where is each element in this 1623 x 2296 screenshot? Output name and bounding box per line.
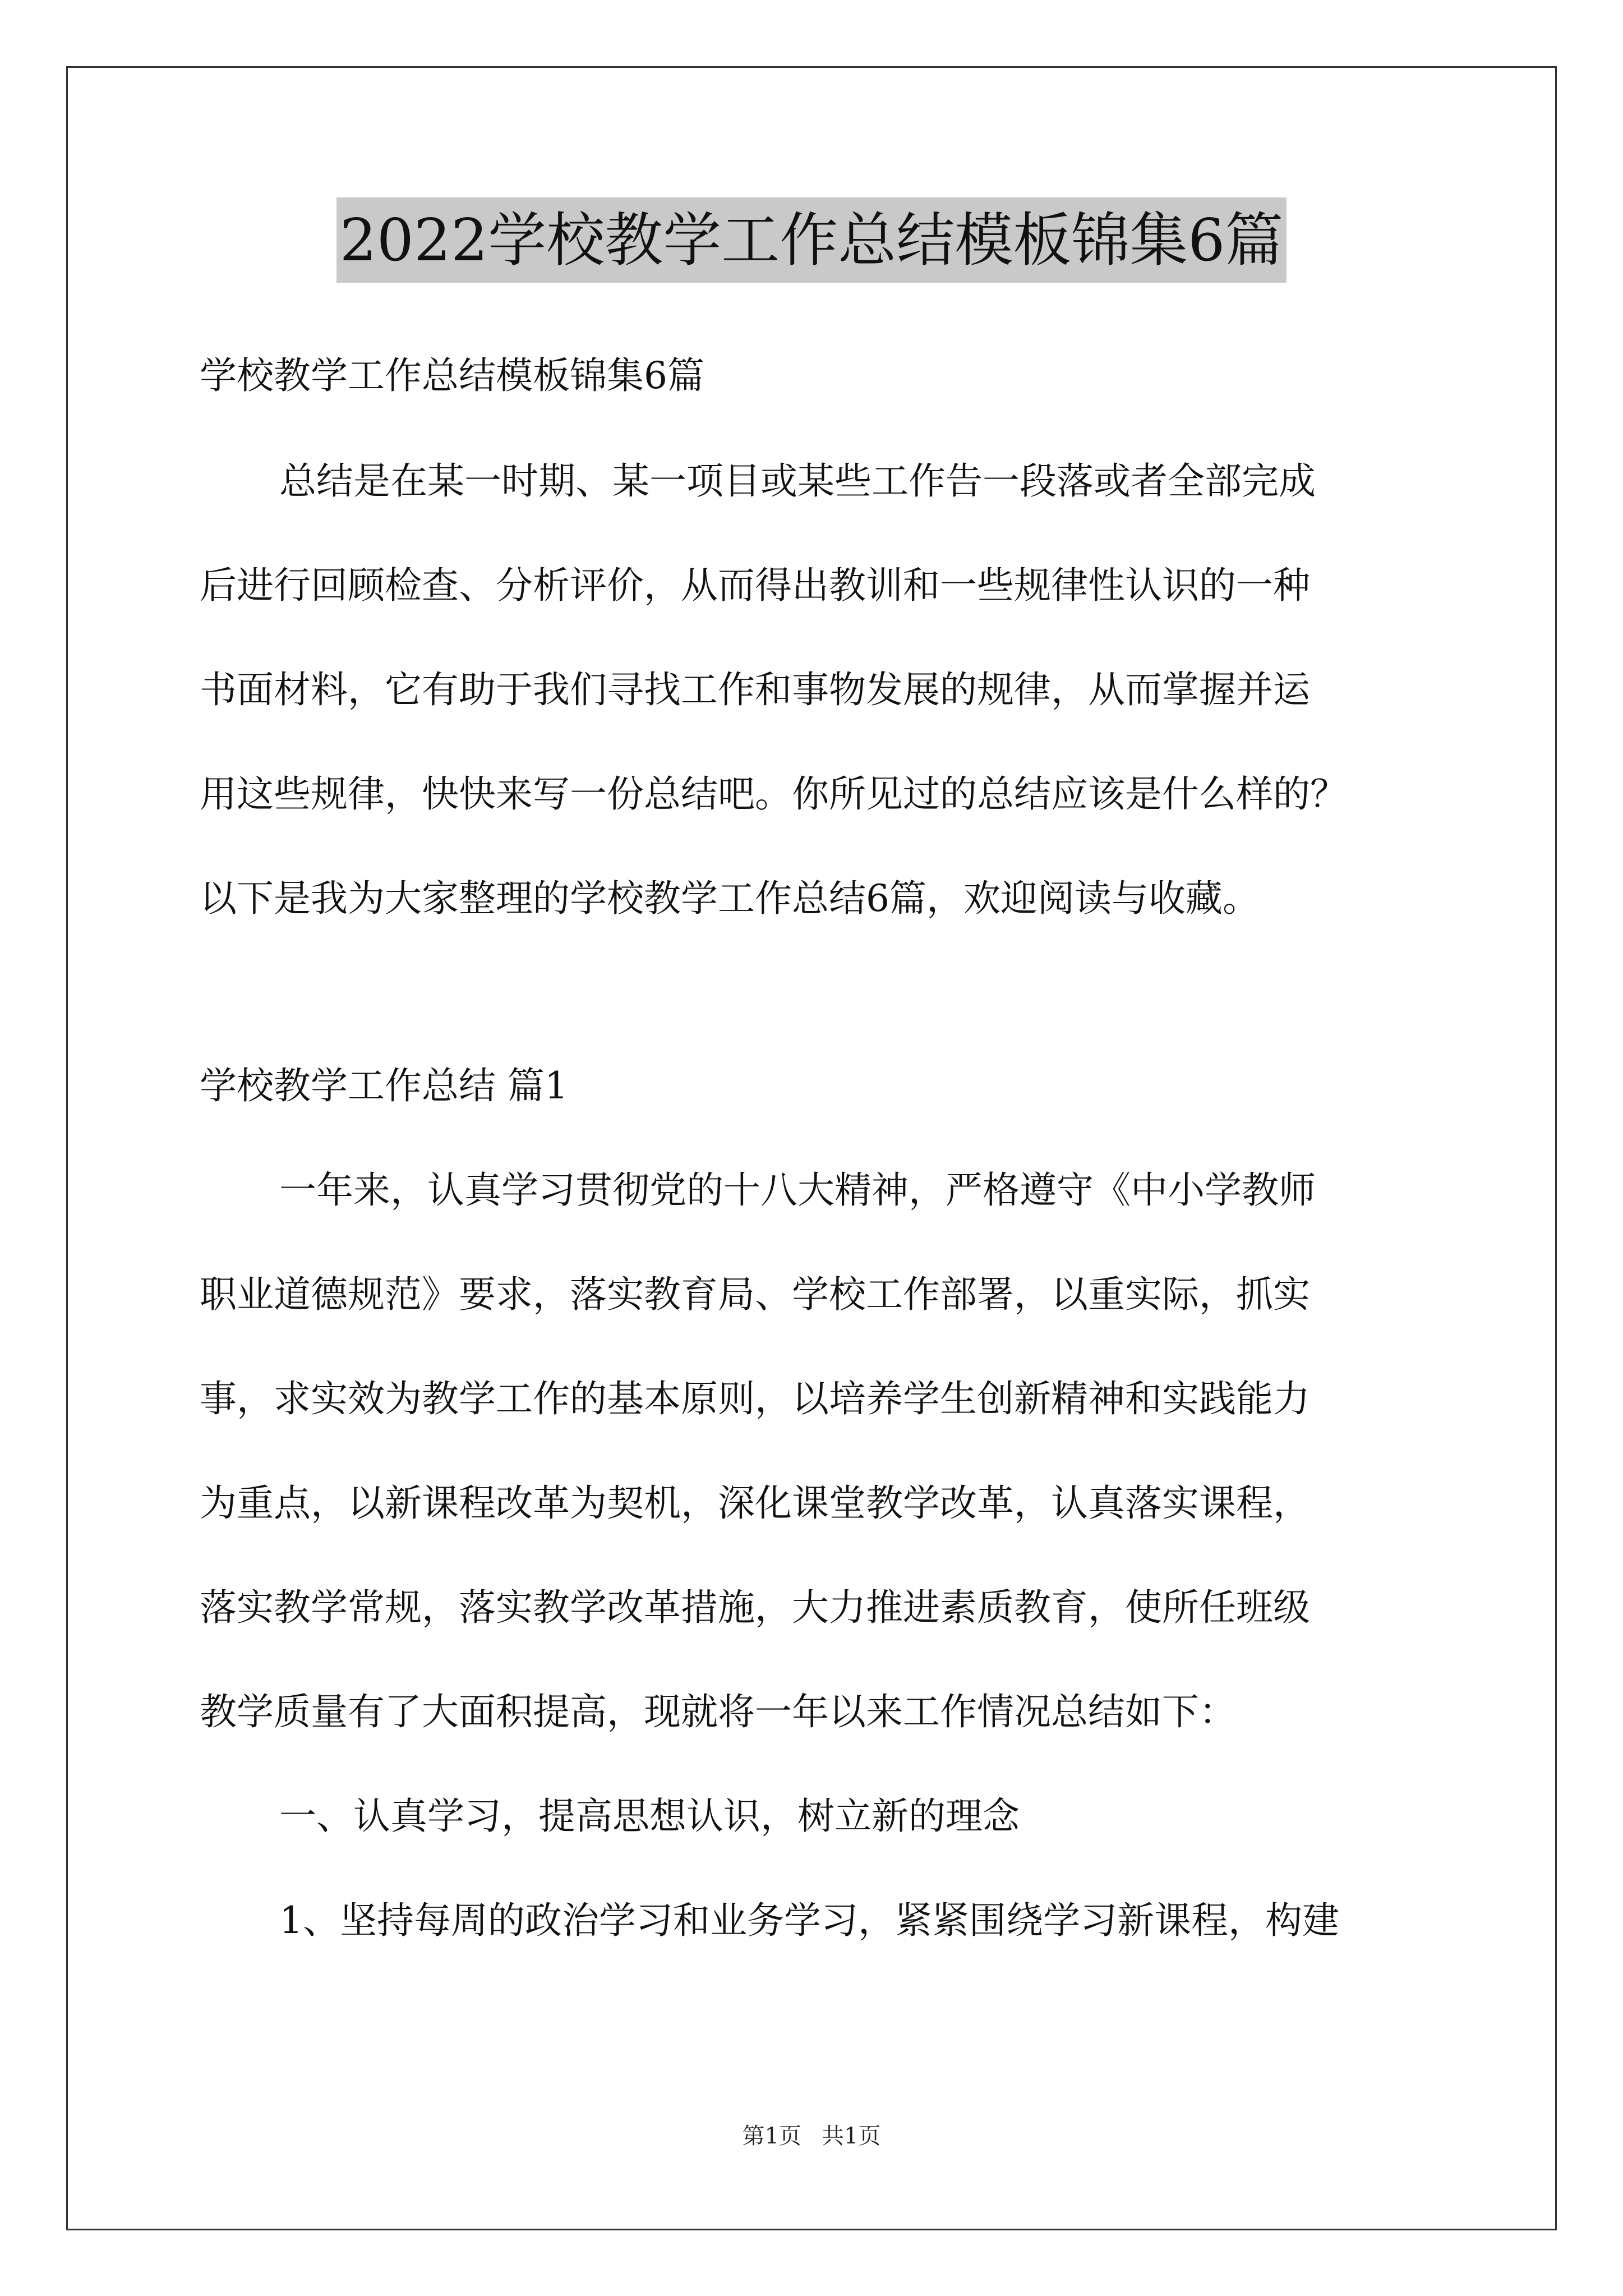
paragraph-line: 总结是在某一时期、某一项目或某些工作告一段落或者全部完成 — [279, 459, 1316, 503]
paragraph-line: 1、坚持每周的政治学习和业务学习，紧紧围绕学习新课程，构建 — [279, 1899, 1339, 1942]
section-heading: 学校教学工作总结 篇1 — [200, 1064, 568, 1107]
paragraph-line: 事，求实效为教学工作的基本原则，以培养学生创新精神和实践能力 — [200, 1377, 1310, 1420]
title-container — [0, 197, 1623, 283]
document-title: 2022学校教学工作总结模板锦集6篇 — [336, 197, 1287, 283]
subtitle-line: 学校教学工作总结模板锦集6篇 — [200, 354, 704, 397]
page-number: 第1页 — [742, 2123, 801, 2149]
paragraph-line: 一年来，认真学习贯彻党的十八大精神，严格遵守《中小学教师 — [279, 1168, 1316, 1212]
subheading-line: 一、认真学习，提高思想认识，树立新的理念 — [279, 1795, 1020, 1838]
paragraph-line: 落实教学常规，落实教学改革措施，大力推进素质教育，使所任班级 — [200, 1586, 1310, 1629]
paragraph-line: 后进行回顾检查、分析评价，从而得出教训和一些规律性认识的一种 — [200, 564, 1310, 607]
page-total: 共1页 — [822, 2123, 881, 2149]
paragraph-line: 用这些规律，快快来写一份总结吧。你所见过的总结应该是什么样的？ — [200, 772, 1347, 816]
paragraph-line: 以下是我为大家整理的学校教学工作总结6篇，欢迎阅读与收藏。 — [200, 877, 1260, 920]
paragraph-line: 为重点，以新课程改革为契机，深化课堂教学改革，认真落实课程， — [200, 1481, 1310, 1525]
paragraph-line: 职业道德规范》要求，落实教育局、学校工作部署，以重实际，抓实 — [200, 1273, 1310, 1316]
page-footer — [0, 2120, 1623, 2152]
paragraph-line: 教学质量有了大面积提高，现就将一年以来工作情况总结如下： — [200, 1690, 1236, 1733]
paragraph-line: 书面材料，它有助于我们寻找工作和事物发展的规律，从而掌握并运 — [200, 668, 1310, 711]
